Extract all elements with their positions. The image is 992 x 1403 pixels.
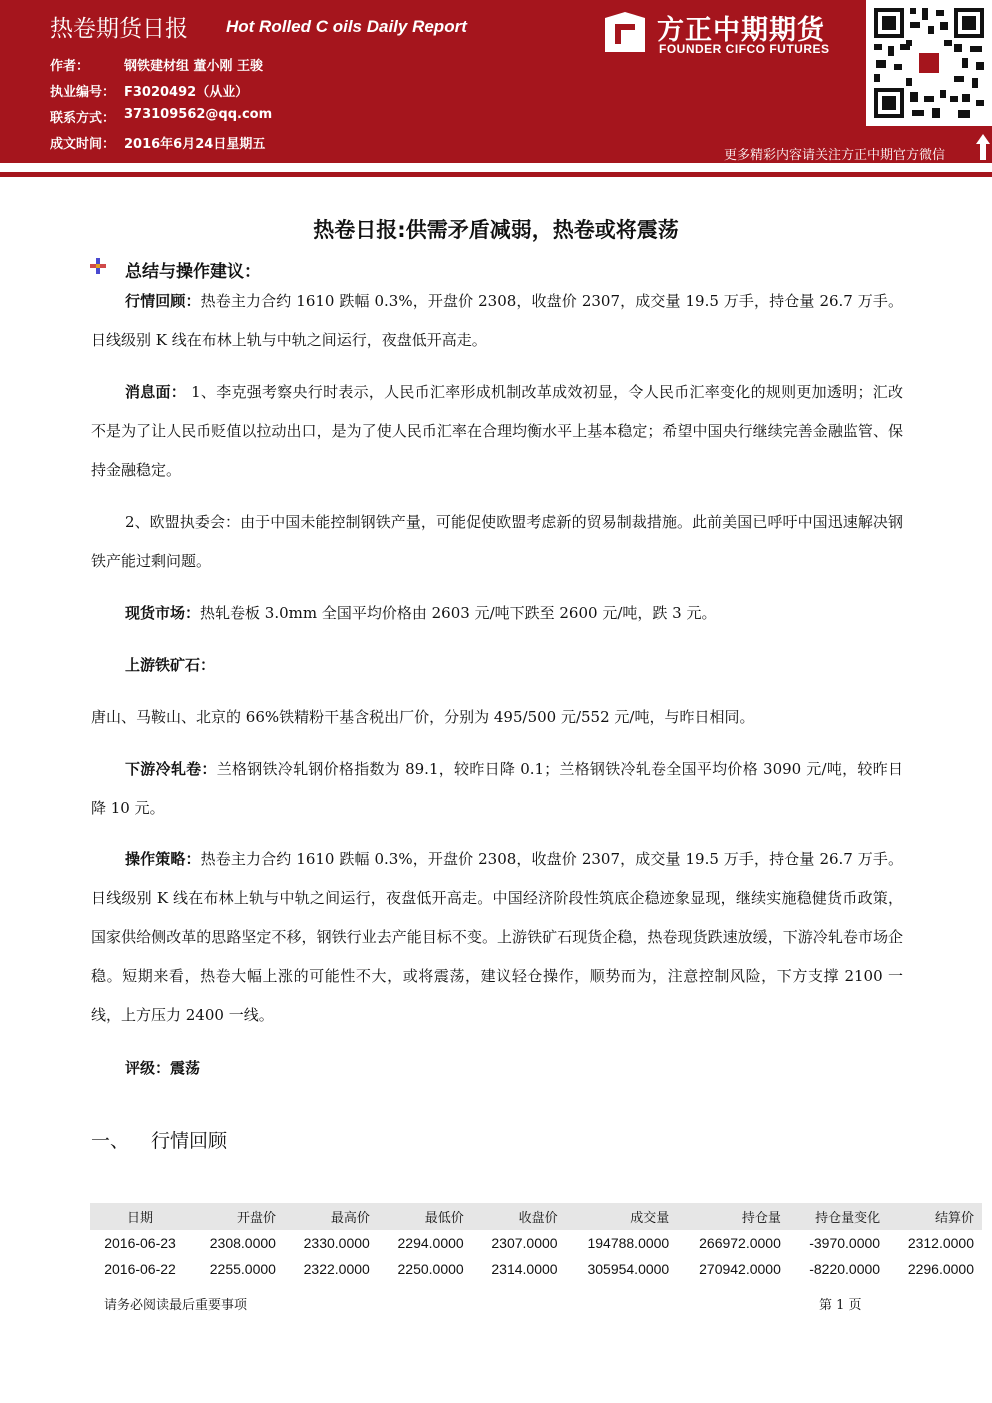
qr-code-icon <box>866 0 992 126</box>
table-row <box>90 1230 982 1256</box>
table-cell: 2322.0000 <box>303 1261 370 1277</box>
meta-label: 作者： <box>50 59 90 74</box>
table-cell: 2255.0000 <box>209 1261 276 1277</box>
table-header-row <box>90 1203 982 1230</box>
page-number: 第 1 页 <box>819 1298 862 1313</box>
table-cell: 2312.0000 <box>907 1235 974 1251</box>
arrow-up-icon <box>976 134 990 160</box>
section-number: 一、 <box>91 1130 130 1152</box>
meta-value: 373109562@qq.com <box>124 107 273 122</box>
meta-license <box>50 81 249 100</box>
logo-mark-icon <box>603 10 647 54</box>
news2-text: 2、欧盟执委会：由于中国未能控制钢铁产量，可能促使欧盟考虑新的贸易制裁措施。此前美国已呼吁中国迅速解决钢铁产能过剩问题。 <box>91 513 903 570</box>
strategy-text: 热卷主力合约 1610 跌幅 0.3%，开盘价 2308，收盘价 2307，成交量 19.5 万手，持仓量 26.7 万手。日线级别 K 线在布林上轨与中轨之间运行，夜盘低开高走。中国经济阶段性筑底企稳迹象显现，继续实施稳健货币政策，国家供给侧改革的思路坚定不移，钢铁行业去产能目标不变。上游铁矿石现货企稳，热卷现货跌速放缓，下游冷轧卷市场企稳。短期来看，热卷大幅上涨的可能性不大，或将震荡，建议轻仓操作，顺势而为，注意控制风险，下方支撑 2100 一线，上方压力 2400 一线。 <box>91 850 903 1024</box>
news-paragraph <box>91 373 903 490</box>
market-data-table <box>90 1203 982 1282</box>
market-review-text: 热卷主力合约 1610 跌幅 0.3%，开盘价 2308，收盘价 2307，成交量 19.5 万手，持仓量 26.7 万手。日线级别 K 线在布林上轨与中轨之间运行，夜盘低开高走。 <box>91 292 903 349</box>
report-title-cn: 热卷期货日报 <box>50 16 188 42</box>
table-cell: 2250.0000 <box>397 1261 464 1277</box>
column-header: 最低价 <box>378 1203 472 1230</box>
table-cell: 2308.0000 <box>209 1235 276 1251</box>
meta-date <box>50 133 266 152</box>
column-header: 收盘价 <box>472 1203 566 1230</box>
section-bullet-icon <box>90 258 106 274</box>
column-header: 日期 <box>90 1203 190 1230</box>
summary-heading: 总结与操作建议： <box>125 262 261 282</box>
meta-contact <box>50 107 273 126</box>
section-title: 行情回顾 <box>151 1130 228 1152</box>
column-header: 开盘价 <box>190 1203 284 1230</box>
strategy-paragraph <box>91 840 903 1035</box>
meta-label: 联系方式： <box>50 111 116 126</box>
header-divider <box>0 172 992 177</box>
spot-market-text: 热轧卷板 3.0mm 全国平均价格由 2603 元/吨下跌至 2600 元/吨，跌 3 元。 <box>200 604 717 622</box>
table-cell: -3970.0000 <box>809 1235 881 1251</box>
column-header: 持仓量变化 <box>789 1203 888 1230</box>
rating-label: 评级： <box>125 1059 171 1077</box>
table-cell: 266972.0000 <box>699 1235 781 1251</box>
spot-market-paragraph <box>91 594 903 633</box>
meta-value: 钢铁建材组 董小刚 王骏 <box>124 59 264 74</box>
meta-label: 成文时间： <box>50 137 116 152</box>
upstream-text: 唐山、马鞍山、北京的 66%铁精粉干基含税出厂价，分别为 495/500 元/552 元/吨，与昨日相同。 <box>91 708 755 726</box>
company-logo <box>603 8 863 60</box>
downstream-text: 兰格钢铁冷轧钢价格指数为 89.1，较昨日降 0.1；兰格钢铁冷轧卷全国平均价格 3090 元/吨，较昨日降 10 元。 <box>91 760 903 817</box>
column-header: 结算价 <box>888 1203 982 1230</box>
downstream-paragraph <box>91 750 903 828</box>
table-cell: 2330.0000 <box>303 1235 370 1251</box>
rating-value: 震荡 <box>170 1059 201 1077</box>
table-cell: 2314.0000 <box>491 1261 558 1277</box>
table-cell: 2307.0000 <box>491 1235 558 1251</box>
report-header <box>0 0 992 163</box>
table-cell: 2016-06-22 <box>104 1261 176 1277</box>
table-cell: 270942.0000 <box>699 1261 781 1277</box>
column-header: 持仓量 <box>677 1203 789 1230</box>
footer-disclaimer: 请务必阅读最后重要事项 <box>104 1298 248 1313</box>
upstream-paragraph <box>91 698 903 737</box>
column-header: 成交量 <box>566 1203 678 1230</box>
spot-market-label: 现货市场： <box>125 604 201 622</box>
page-title: 热卷日报:供需矛盾减弱，热卷或将震荡 <box>313 218 679 242</box>
meta-label: 执业编号： <box>50 85 116 100</box>
table-cell: 2016-06-23 <box>104 1235 176 1251</box>
news-text: 1、李克强考察央行时表示，人民币汇率形成机制改革成效初显，令人民币汇率变化的规则更加透明；汇改不是为了让人民币贬值以拉动出口，是为了使人民币汇率在合理均衡水平上基本稳定；希望中国央行继续完善金融监管、保持金融稳定。 <box>91 383 903 479</box>
table-cell: 2296.0000 <box>907 1261 974 1277</box>
table-row <box>90 1256 982 1282</box>
rating-paragraph <box>91 1049 903 1088</box>
table-cell: -8220.0000 <box>809 1261 881 1277</box>
upstream-heading <box>91 646 903 685</box>
meta-value: F3020492（从业） <box>124 85 249 100</box>
upstream-label: 上游铁矿石： <box>125 656 216 674</box>
section-heading-market-review <box>91 1126 227 1153</box>
wechat-follow-text: 更多精彩内容请关注方正中期官方微信 <box>724 148 946 163</box>
news-label: 消息面： <box>125 383 187 401</box>
market-review-label: 行情回顾： <box>125 292 201 310</box>
table-cell: 305954.0000 <box>587 1261 670 1277</box>
table-cell: 2294.0000 <box>397 1235 464 1251</box>
logo-name-cn: 方正中期期货 <box>657 15 825 46</box>
strategy-label: 操作策略： <box>125 850 201 868</box>
downstream-label: 下游冷轧卷： <box>125 760 217 778</box>
meta-author <box>50 55 264 74</box>
report-title-en: Hot Rolled C oils Daily Report <box>226 17 467 36</box>
meta-value: 2016年6月24日星期五 <box>124 137 266 152</box>
market-review-paragraph <box>91 282 903 360</box>
table-cell: 194788.0000 <box>587 1235 670 1251</box>
column-header: 最高价 <box>284 1203 378 1230</box>
news2-paragraph <box>91 503 903 581</box>
logo-name-en: FOUNDER CIFCO FUTURES <box>659 42 830 56</box>
